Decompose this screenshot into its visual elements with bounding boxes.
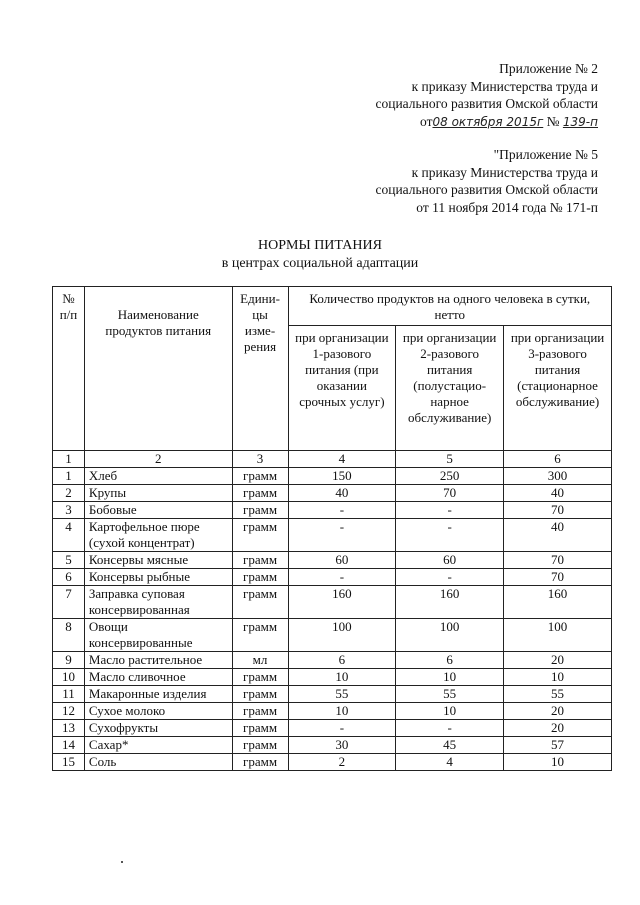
- value-one-meal: 10: [288, 669, 396, 686]
- column-number: 5: [396, 451, 504, 468]
- from-label: от: [420, 113, 433, 129]
- table-row: [53, 652, 612, 669]
- value-two-meals: 10: [396, 703, 504, 720]
- product-name: Консервы мясные: [84, 552, 232, 569]
- unit: грамм: [232, 468, 288, 485]
- unit: грамм: [232, 703, 288, 720]
- table-row: [53, 720, 612, 737]
- header-quantity: Количество продуктов на одного человека в сутки, нетто: [288, 287, 612, 326]
- value-two-meals: 160: [396, 586, 504, 619]
- product-name: Макаронные изделия: [84, 686, 232, 703]
- value-one-meal: -: [288, 502, 396, 519]
- table-row: [53, 703, 612, 720]
- row-number: 10: [53, 669, 85, 686]
- value-three-meals: 20: [504, 703, 612, 720]
- appendix-2-date-line: [375, 113, 598, 132]
- value-three-meals: 100: [504, 619, 612, 652]
- row-number: 15: [53, 754, 85, 771]
- value-three-meals: 40: [504, 519, 612, 552]
- row-number: 1: [53, 468, 85, 485]
- row-number: 7: [53, 586, 85, 619]
- value-two-meals: 45: [396, 737, 504, 754]
- unit: мл: [232, 652, 288, 669]
- row-number: 8: [53, 619, 85, 652]
- page-subtitle: в центрах социальной адаптации: [221, 256, 419, 271]
- table-row: [53, 485, 612, 502]
- number-label: №: [546, 113, 560, 129]
- product-name: Масло растительное: [84, 652, 232, 669]
- value-two-meals: -: [396, 502, 504, 519]
- value-three-meals: 20: [504, 652, 612, 669]
- value-one-meal: -: [288, 519, 396, 552]
- value-two-meals: 70: [396, 485, 504, 502]
- value-two-meals: -: [396, 720, 504, 737]
- column-number: 2: [84, 451, 232, 468]
- unit: грамм: [232, 720, 288, 737]
- product-name: Соль: [84, 754, 232, 771]
- unit: грамм: [232, 669, 288, 686]
- value-two-meals: 60: [396, 552, 504, 569]
- value-one-meal: 160: [288, 586, 396, 619]
- appendix-2-title: Приложение № 2: [499, 61, 598, 76]
- appendix-5-date-line: от 11 ноября 2014 года № 171-п: [416, 199, 598, 215]
- value-one-meal: 150: [288, 468, 396, 485]
- value-two-meals: 10: [396, 669, 504, 686]
- header-num: № п/п: [53, 287, 85, 451]
- value-three-meals: 55: [504, 686, 612, 703]
- table-row: [53, 502, 612, 519]
- product-name: Масло сливочное: [84, 669, 232, 686]
- table-row: [53, 468, 612, 485]
- value-two-meals: 100: [396, 619, 504, 652]
- table-row: [53, 686, 612, 703]
- product-name: Консервы рыбные: [84, 569, 232, 586]
- row-number: 4: [53, 519, 85, 552]
- row-number: 12: [53, 703, 85, 720]
- column-number: 1: [53, 451, 85, 468]
- value-two-meals: -: [396, 519, 504, 552]
- table-row: [53, 569, 612, 586]
- page-title: НОРМЫ ПИТАНИЯ: [258, 238, 382, 253]
- appendix-5-order-line: к приказу Министерства труда и: [411, 164, 598, 180]
- header-row: [53, 287, 612, 326]
- value-one-meal: -: [288, 569, 396, 586]
- unit: грамм: [232, 737, 288, 754]
- product-name: Сахар*: [84, 737, 232, 754]
- unit: грамм: [232, 485, 288, 502]
- header-two-meals: при организации 2-разового питания (полустацио- нарное обслуживание): [396, 326, 504, 451]
- appendix-5-ministry-line: социального развития Омской области: [375, 182, 598, 197]
- value-one-meal: 10: [288, 703, 396, 720]
- appendix-5-header: [375, 146, 598, 216]
- product-name: Овощи консервированные: [84, 619, 232, 652]
- value-two-meals: 55: [396, 686, 504, 703]
- table-row: [53, 519, 612, 552]
- handwritten-number: 139-п: [562, 114, 598, 129]
- value-three-meals: 70: [504, 502, 612, 519]
- unit: грамм: [232, 552, 288, 569]
- column-number: 6: [504, 451, 612, 468]
- appendix-2-order-line: к приказу Министерства труда и: [411, 78, 598, 94]
- product-name: Сухое молоко: [84, 703, 232, 720]
- appendix-2-ministry-line: социального развития Омской области: [375, 96, 598, 111]
- header-one-meal: при организации 1-разового питания (при оказании срочных услуг): [288, 326, 396, 451]
- table-row: [53, 754, 612, 771]
- column-number-row: [53, 451, 612, 468]
- nutrition-norms-table: [52, 286, 612, 771]
- unit: грамм: [232, 754, 288, 771]
- unit: грамм: [232, 569, 288, 586]
- value-two-meals: -: [396, 569, 504, 586]
- product-name: Картофельное пюре (сухой концентрат): [84, 519, 232, 552]
- product-name: Хлеб: [84, 468, 232, 485]
- table-row: [53, 669, 612, 686]
- unit: грамм: [232, 519, 288, 552]
- header-three-meals: при организации 3-разового питания (стационарное обслуживание): [504, 326, 612, 451]
- value-two-meals: 250: [396, 468, 504, 485]
- appendix-2-header: [375, 60, 598, 131]
- row-number: 2: [53, 485, 85, 502]
- column-number: 3: [232, 451, 288, 468]
- value-three-meals: 300: [504, 468, 612, 485]
- row-number: 5: [53, 552, 85, 569]
- value-three-meals: 70: [504, 569, 612, 586]
- unit: грамм: [232, 619, 288, 652]
- row-number: 3: [53, 502, 85, 519]
- unit: грамм: [232, 502, 288, 519]
- value-three-meals: 20: [504, 720, 612, 737]
- product-name: Бобовые: [84, 502, 232, 519]
- value-one-meal: 60: [288, 552, 396, 569]
- product-name: Заправка суповая консервированная: [84, 586, 232, 619]
- product-name: Сухофрукты: [84, 720, 232, 737]
- value-three-meals: 10: [504, 754, 612, 771]
- value-one-meal: 100: [288, 619, 396, 652]
- value-two-meals: 6: [396, 652, 504, 669]
- value-one-meal: 55: [288, 686, 396, 703]
- header-unit: Едини- цы изме- рения: [232, 287, 288, 451]
- value-one-meal: 6: [288, 652, 396, 669]
- row-number: 6: [53, 569, 85, 586]
- table-row: [53, 586, 612, 619]
- header-name: Наименование продуктов питания: [84, 287, 232, 451]
- unit: грамм: [232, 586, 288, 619]
- value-three-meals: 57: [504, 737, 612, 754]
- product-name: Крупы: [84, 485, 232, 502]
- table-row: [53, 552, 612, 569]
- value-three-meals: 160: [504, 586, 612, 619]
- row-number: 13: [53, 720, 85, 737]
- appendix-5-title: "Приложение № 5: [493, 147, 598, 162]
- handwritten-date: 08 октября 2015г: [432, 114, 544, 129]
- table-row: [53, 619, 612, 652]
- row-number: 14: [53, 737, 85, 754]
- table-row: [53, 737, 612, 754]
- unit: грамм: [232, 686, 288, 703]
- scan-speck: [121, 861, 123, 863]
- column-number: 4: [288, 451, 396, 468]
- value-one-meal: 2: [288, 754, 396, 771]
- value-three-meals: 70: [504, 552, 612, 569]
- value-one-meal: 40: [288, 485, 396, 502]
- value-one-meal: -: [288, 720, 396, 737]
- row-number: 11: [53, 686, 85, 703]
- row-number: 9: [53, 652, 85, 669]
- value-one-meal: 30: [288, 737, 396, 754]
- value-two-meals: 4: [396, 754, 504, 771]
- value-three-meals: 10: [504, 669, 612, 686]
- value-three-meals: 40: [504, 485, 612, 502]
